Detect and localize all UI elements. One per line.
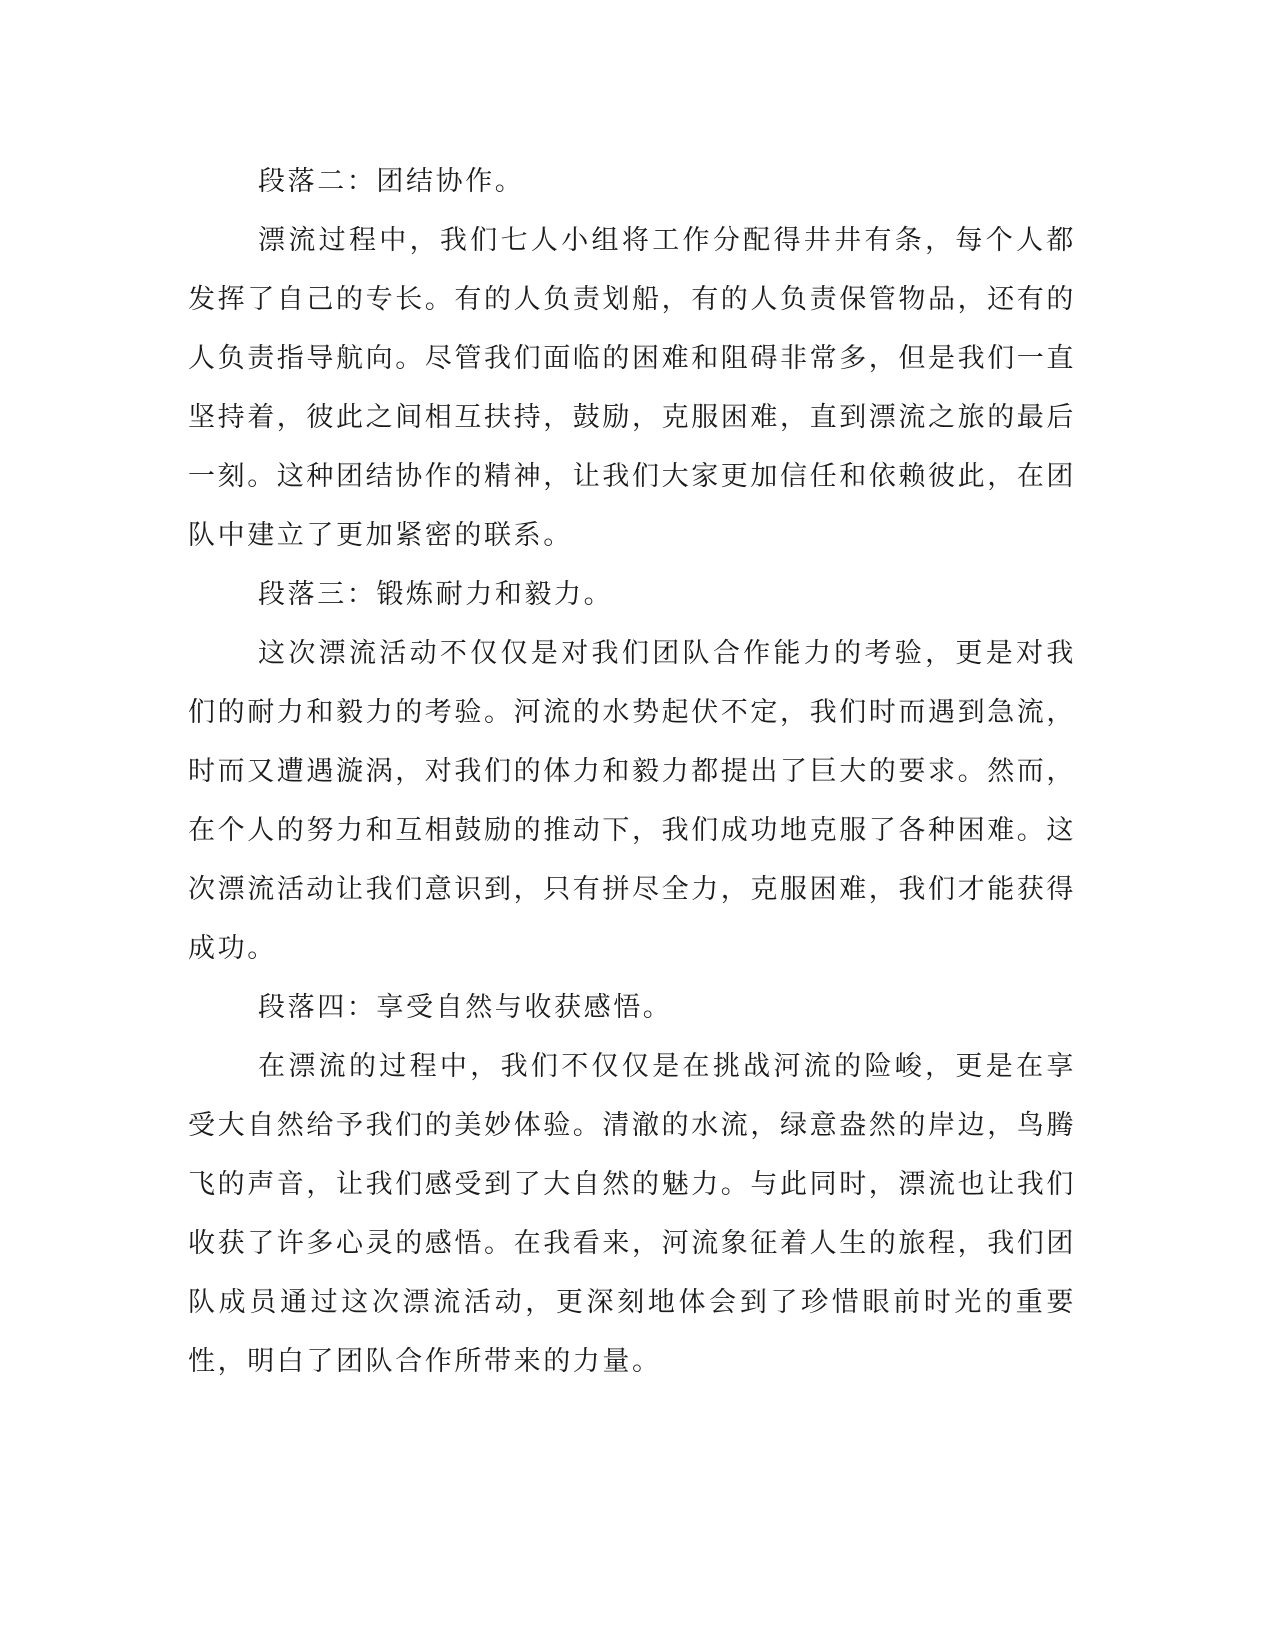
section-heading-2: 段落二：团结协作。 [258,166,525,197]
section-paragraph-4: 在漂流的过程中，我们不仅仅是在挑战河流的险峻，更是在享受大自然给予我们的美妙体验。清澈的水流，绿意盎然的岸边，鸟腾飞的声音，让我们感受到了大自然的魅力。与此同时，漂流也让我们收获了许多心灵的感悟。在我看来，河流象征着人生的旅程，我们团队成员通过这次漂流活动，更深刻地体会到了珍惜眼前时光的重要性，明白了团队合作所带来的力量。 [188,1051,1076,1377]
section-paragraph-2: 漂流过程中，我们七人小组将工作分配得井井有条，每个人都发挥了自己的专长。有的人负责划船，有的人负责保管物品，还有的人负责指导航向。尽管我们面临的困难和阻碍非常多，但是我们一直坚持着，彼此之间相互扶持，鼓励，克服困难，直到漂流之旅的最后一刻。这种团结协作的精神，让我们大家更加信任和依赖彼此，在团队中建立了更加紧密的联系。 [188,225,1076,551]
section-paragraph-3: 这次漂流活动不仅仅是对我们团队合作能力的考验，更是对我们的耐力和毅力的考验。河流的水势起伏不定，我们时而遇到急流，时而又遭遇漩涡，对我们的体力和毅力都提出了巨大的要求。然而，在个人的努力和互相鼓励的推动下，我们成功地克服了各种困难。这次漂流活动让我们意识到，只有拼尽全力，克服困难，我们才能获得成功。 [188,638,1076,964]
section-heading-3: 段落三：锻炼耐力和毅力。 [258,579,614,610]
document-body [188,152,1076,1391]
section-heading-4: 段落四：享受自然与收获感悟。 [258,992,673,1023]
